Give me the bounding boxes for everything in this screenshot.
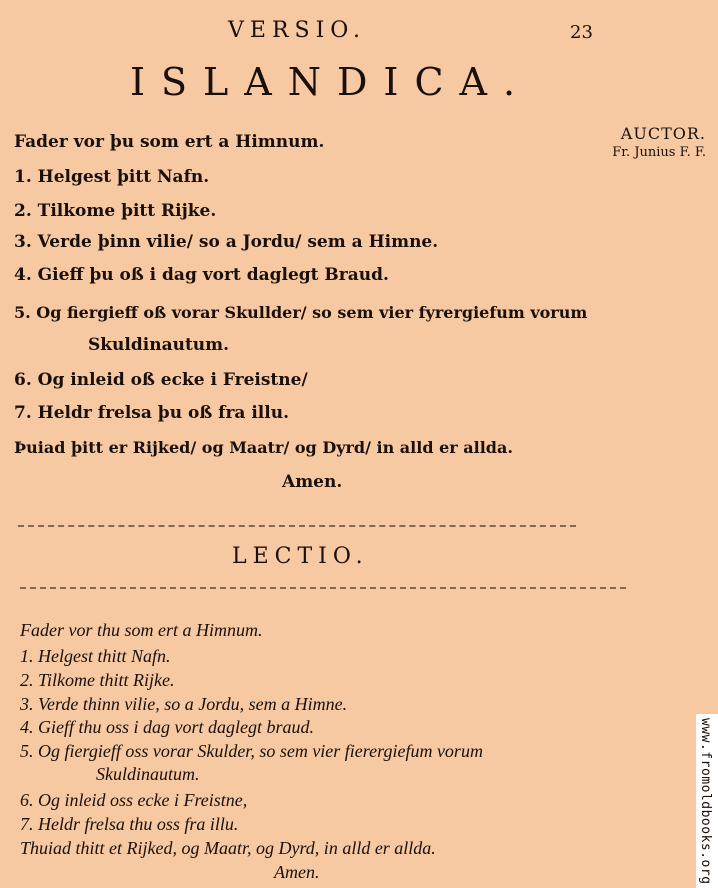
versio-line: 2. Tilkome þitt Rijke. xyxy=(14,201,217,221)
watermark-text: www.fromoldbooks.org xyxy=(698,718,713,885)
divider-rule xyxy=(18,525,576,527)
lectio-line: 5. Og fiergieff oss vorar Skulder, so sem vier fierergiefum vorum xyxy=(20,741,483,761)
versio-line: 3. Verde þinn vilie/ so a Jordu/ sem a Himne. xyxy=(14,232,439,252)
lectio-line: 7. Heldr frelsa thu oss fra illu. xyxy=(20,814,239,834)
watermark-strip xyxy=(696,714,718,888)
lectio-doxology: Thuiad thitt et Rijked, og Maatr, og Dyrd, in alld er allda. xyxy=(20,838,436,858)
versio-line-cont: Skuldinautum. xyxy=(88,335,230,355)
author-name: Fr. Junius F. F. xyxy=(612,145,706,160)
author-label: AUCTOR. xyxy=(620,124,706,143)
lectio-intro: Fader vor thu som ert a Himnum. xyxy=(20,620,263,640)
lectio-line: 4. Gieff thu oss i dag vort daglegt braud. xyxy=(20,717,314,737)
lectio-title: LECTIO. xyxy=(232,544,369,569)
versio-line: 4. Gieff þu oß i dag vort daglegt Braud. xyxy=(14,265,389,285)
lectio-line-cont: Skuldinautum. xyxy=(96,764,200,784)
page-number: 23 xyxy=(570,22,593,43)
page-title: ISLANDICA. xyxy=(130,60,532,104)
versio-line: 1. Helgest þitt Nafn. xyxy=(14,167,210,187)
lectio-line: 2. Tilkome thitt Rijke. xyxy=(20,670,175,690)
lectio-amen: Amen. xyxy=(274,862,320,882)
versio-doxology: Þuiad þitt er Rijked/ og Maatr/ og Dyrd/ in alld er allda. xyxy=(14,438,513,457)
versio-line: 6. Og inleid oß ecke i Freistne/ xyxy=(14,370,308,390)
lectio-line: 3. Verde thinn vilie, so a Jordu, sem a Himne. xyxy=(20,694,348,714)
versio-amen: Amen. xyxy=(282,472,343,492)
versio-intro: Fader vor þu som ert a Himnum. xyxy=(14,132,325,152)
lectio-line: 6. Og inleid oss ecke i Freistne, xyxy=(20,790,248,810)
running-title: VERSIO. xyxy=(228,18,367,43)
author-note xyxy=(610,124,706,160)
versio-line: 5. Og fiergieff oß vorar Skullder/ so sem vier fyrergiefum vorum xyxy=(14,303,588,322)
divider-rule xyxy=(20,587,626,589)
versio-line: 7. Heldr frelsa þu oß fra illu. xyxy=(14,403,290,423)
lectio-line: 1. Helgest thitt Nafn. xyxy=(20,646,171,666)
